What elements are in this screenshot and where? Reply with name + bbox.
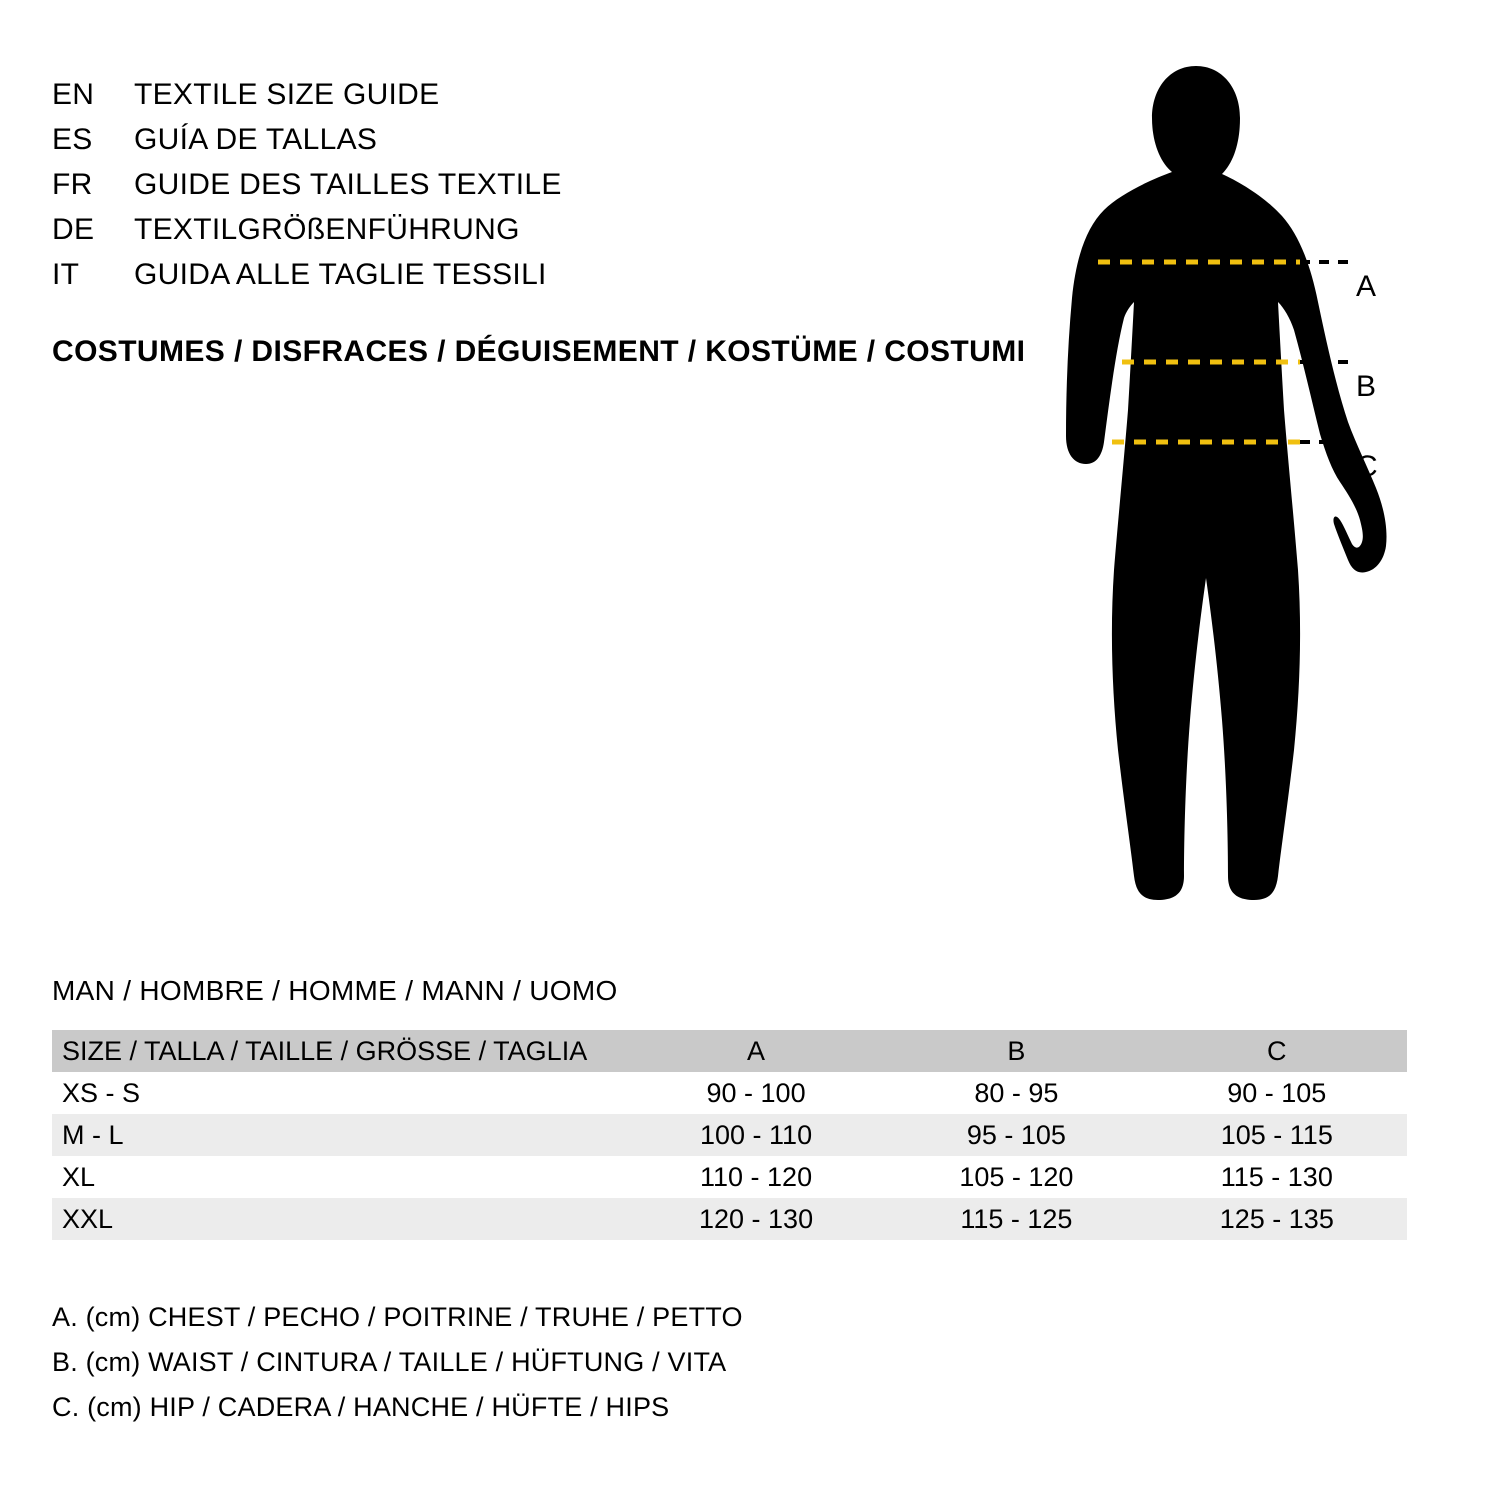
cell-size: XS - S bbox=[62, 1077, 141, 1108]
language-text: GUIDE DES TAILLES TEXTILE bbox=[134, 168, 562, 201]
table-caption: MAN / HOMBRE / HOMME / MANN / UOMO bbox=[52, 975, 618, 1006]
measurement-guides bbox=[1000, 30, 1460, 930]
costumes-subtitle: COSTUMES / DISFRACES / DÉGUISEMENT / KOSTÜME / COSTUMI bbox=[52, 335, 1026, 368]
cell-b: 80 - 95 bbox=[974, 1077, 1059, 1108]
language-text: TEXTILGRÖßENFÜHRUNG bbox=[134, 213, 520, 246]
cell-c: 115 - 130 bbox=[1220, 1161, 1333, 1192]
cell-c: 90 - 105 bbox=[1227, 1077, 1327, 1108]
cell-size: XXL bbox=[62, 1203, 114, 1234]
measure-label-a: A bbox=[1356, 270, 1377, 303]
language-row-fr bbox=[52, 162, 952, 207]
cell-b: 105 - 120 bbox=[959, 1161, 1074, 1192]
language-code: IT bbox=[52, 258, 80, 291]
measure-label-c: C bbox=[1356, 450, 1378, 483]
language-code: FR bbox=[52, 168, 93, 201]
language-text: TEXTILE SIZE GUIDE bbox=[134, 78, 440, 111]
language-row-en bbox=[52, 72, 952, 117]
size-table bbox=[52, 1030, 1407, 1240]
language-text: GUIDA ALLE TAGLIE TESSILI bbox=[134, 258, 547, 291]
cell-b: 95 - 105 bbox=[966, 1119, 1066, 1150]
table-row bbox=[52, 1156, 1407, 1198]
body-measurement-figure bbox=[1000, 30, 1460, 930]
cell-c: 105 - 115 bbox=[1220, 1119, 1333, 1150]
cell-a: 120 - 130 bbox=[699, 1203, 814, 1234]
table-header-size: SIZE / TALLA / TAILLE / GRÖSSE / TAGLIA bbox=[62, 1035, 588, 1066]
language-code: DE bbox=[52, 213, 95, 246]
cell-a: 90 - 100 bbox=[706, 1077, 806, 1108]
language-text: GUÍA DE TALLAS bbox=[134, 123, 378, 156]
legend-item-a: A. (cm) CHEST / PECHO / POITRINE / TRUHE / PETTO bbox=[52, 1302, 743, 1332]
table-row bbox=[52, 1072, 1407, 1114]
measurement-legend bbox=[52, 1295, 743, 1430]
cell-a: 110 - 120 bbox=[700, 1161, 813, 1192]
language-row-de bbox=[52, 207, 952, 252]
legend-item-b: B. (cm) WAIST / CINTURA / TAILLE / HÜFTUNG / VITA bbox=[52, 1347, 727, 1377]
cell-size: XL bbox=[62, 1161, 96, 1192]
cell-size: M - L bbox=[62, 1119, 124, 1150]
language-list bbox=[52, 72, 952, 297]
table-row bbox=[52, 1114, 1407, 1156]
language-row-es bbox=[52, 117, 952, 162]
language-code: EN bbox=[52, 78, 95, 111]
cell-a: 100 - 110 bbox=[700, 1119, 813, 1150]
table-header-a: A bbox=[747, 1035, 766, 1066]
table-row bbox=[52, 1198, 1407, 1240]
table-header-c: C bbox=[1267, 1035, 1287, 1066]
table-header-row bbox=[52, 1030, 1407, 1072]
table-header-b: B bbox=[1007, 1035, 1026, 1066]
language-code: ES bbox=[52, 123, 93, 156]
language-row-it bbox=[52, 252, 952, 297]
legend-item-c: C. (cm) HIP / CADERA / HANCHE / HÜFTE / HIPS bbox=[52, 1392, 670, 1422]
cell-b: 115 - 125 bbox=[960, 1203, 1073, 1234]
measure-label-b: B bbox=[1356, 370, 1377, 403]
cell-c: 125 - 135 bbox=[1219, 1203, 1334, 1234]
